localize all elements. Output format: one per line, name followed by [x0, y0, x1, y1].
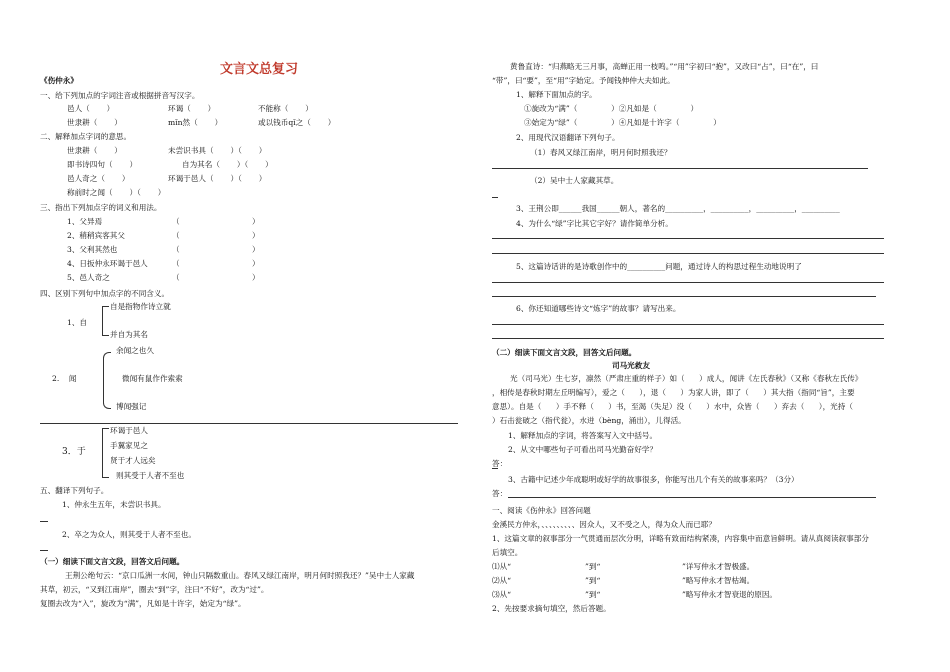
q4-label: 2. 闻	[52, 374, 77, 383]
passage-text: 黄鲁直诗：“归燕略无三月事，高蝉正用一枝鸣。”“用”字初曰“抱”，又改曰“占”，曰“在”，曰	[510, 62, 819, 71]
q2-prompt: 二、解释加点字词的意思。	[40, 132, 132, 141]
q4-item: 微闻有鼠作作索索	[122, 374, 183, 383]
q5-sentence: 1、仲永生五年，未尝识书具。	[62, 500, 166, 509]
question: 3、王荆公即______我国______朝人，著名的__________，__________，__________，__________	[516, 204, 840, 213]
q4-item: 手翼家见之	[110, 441, 148, 450]
question-item: ①旋改为“满”（ ）②凡如是（ ）	[524, 104, 699, 113]
q2-item: 称前时之闻（ ）（ ）	[67, 188, 166, 197]
passage-text: 光（司马光）生七岁，凛然（严肃庄重的样子）如（ ）成人，闻讲《左氏春秋》（又称《春秋左氏传》	[510, 374, 863, 383]
q3-item: 5、邑人奇之	[67, 273, 110, 282]
page-title: 文言文总复习	[220, 62, 299, 77]
passage-text: 金溪民方仲永，、、、、、、、、、因众人，又不受之人，得为众人而已耶？	[492, 520, 716, 529]
passage-text: 意思）。自是（ ）手不释（ ）书，至渴（失足）没（ ）水中，众皆（ ）弃去（ ），光持（	[492, 402, 853, 411]
q1-item: 世隶耕（ ）	[67, 118, 122, 127]
question: 2、从文中哪些句子可看出司马光勤奋好学？	[508, 445, 658, 454]
brace	[102, 306, 109, 336]
q3-item: 3、父利其然也	[67, 245, 118, 254]
q1-item: 不能称（ ）	[258, 104, 313, 113]
brace	[102, 428, 109, 478]
question: 2、先按要求摘句填空，然后答题。	[492, 604, 611, 613]
q3-blank: （ ）	[172, 217, 260, 226]
question: 5、这篇诗话讲的是诗歌创作中的__________问题，通过诗人的构思过程生动地说明了	[516, 262, 802, 271]
question: 6、你还知道哪些诗文“炼字”的故事？请写出来。	[516, 304, 681, 313]
q2-item: 未尝识书具（ ）（ ）	[168, 146, 267, 155]
q3-prompt: 三、指出下列加点字的词义和用法。	[40, 203, 162, 212]
passage-text: 王荆公绝句云：“京口瓜洲一水间，钟山只隔数重山。春风又绿江南岸，明月何时照我还？”吴中士人家藏	[65, 571, 415, 580]
section-heading: 一、阅读《伤仲永》回答问题	[492, 506, 591, 515]
answer-line	[40, 521, 48, 522]
passage-text: ）石击瓮破之（指代瓮），水迸（bèng，涌出），儿得活。	[492, 416, 686, 425]
q4-item: 并自为其名	[110, 330, 148, 339]
q3-blank: （ ）	[172, 259, 260, 268]
fill-row: ”略写仲永才智衰退的原因。	[682, 590, 778, 599]
q4-item: 自是指物作诗立就	[110, 302, 171, 311]
q3-item: 4、日扳仲永环谒于邑人	[67, 259, 148, 268]
fill-row: ”到“	[585, 562, 601, 571]
brace	[103, 352, 111, 409]
answer-line	[492, 468, 498, 469]
q3-blank: （ ）	[172, 245, 260, 254]
q3-blank: （ ）	[172, 231, 260, 240]
q1-item: mǐn然（ ）	[168, 118, 223, 127]
fill-row: ⑴从“	[492, 562, 512, 571]
q4-item: 环谒于邑人	[110, 426, 148, 435]
fill-row: ”到“	[585, 590, 601, 599]
q3-item: 2、稍稍宾客其父	[67, 231, 125, 240]
q2-item: 世隶耕（ ）	[67, 146, 122, 155]
question: 3、古籍中记述少年成聪明或好学的故事很多，你能写出几个有关的故事来吗？（3分）	[508, 475, 799, 484]
q1-item: 邑人（ ）	[67, 104, 115, 113]
answer-line	[492, 238, 884, 239]
divider	[40, 423, 458, 424]
fill-row: ⑶从“	[492, 590, 512, 599]
answer-label: 答：	[492, 489, 508, 498]
question: 1、解释下面加点的字。	[516, 90, 597, 99]
fill-row: ”略写仲永才智枯竭。	[682, 576, 755, 585]
question: 1、这篇文章的叙事部分一气贯通而层次分明，详略有致而结构紧凑，内容集中而意旨鲜明。请从真阅读叙事部分	[492, 534, 869, 543]
answer-line	[40, 550, 48, 551]
fill-row: ”到“	[585, 576, 601, 585]
question-item: （1）春风又绿江南岸，明月何时照我还？	[530, 148, 672, 157]
question-item: （2）吴中士人家藏其草。	[530, 176, 619, 185]
section-heading: （二）细读下面文言文段，回答文后问题。	[492, 348, 637, 357]
q4-item: 余闻之也久	[116, 346, 154, 355]
q2-item: 自为其名（ ）（ ）	[182, 160, 273, 169]
answer-line	[492, 324, 884, 325]
q3-item: 1、父异焉	[67, 217, 103, 226]
question: 1、解释加点的字词，将答案写入文中括号。	[508, 431, 658, 440]
answer-line	[492, 282, 884, 283]
answer-line	[492, 296, 876, 297]
q2-item: 邑人奇之（ ）	[67, 174, 130, 183]
q5-prompt: 五、翻译下列句子。	[40, 486, 109, 495]
passage-text: 其草，初云，“又到江南岸”，圈去“到”字，注曰“不好”，改为“过”。	[40, 585, 269, 594]
q4-label: 1、自	[67, 318, 88, 327]
q2-item: 环谒于邑人（ ）（ ）	[168, 174, 267, 183]
q4-item: 博闻强记	[116, 402, 147, 411]
q1-item: 环谒（ ）	[168, 104, 216, 113]
q4-item: 贤于才人远矣	[110, 456, 156, 465]
question: 后填空。	[492, 548, 523, 557]
answer-line	[508, 497, 876, 498]
question: 2、用现代汉语翻译下列句子。	[516, 133, 620, 142]
passage-text: 复圈去改为“入”，旋改为“满”，凡如是十许字，始定为“绿”。	[40, 599, 246, 608]
fill-row: ”详写仲永才智极盛。	[682, 562, 755, 571]
section-heading: 《伤仲永》	[40, 76, 78, 85]
fill-row: ⑵从“	[492, 576, 512, 585]
answer-line	[492, 197, 498, 198]
answer-line	[492, 168, 868, 169]
passage-title: 司马光救友	[612, 361, 650, 370]
q5-sentence: 2、卒之为众人，则其受于人者不至也。	[62, 530, 196, 539]
q3-blank: （ ）	[172, 273, 260, 282]
section-heading: （一）细读下面文言文段，回答文后问题。	[40, 557, 185, 566]
passage-text: ，相传是春秋时期左丘明编写），爱之（ ），退（ ）为家人讲，即了（ ）其大指（指同“旨”，主要	[492, 388, 855, 397]
answer-label: 答：	[492, 459, 508, 468]
q2-item: 即书诗四句（ ）	[67, 160, 138, 169]
q4-item: 则其受于人者不至也	[116, 471, 185, 480]
question: 4、为什么“绿”字比其它字好？请作简单分析。	[516, 219, 673, 228]
q1-item: 或以钱币qǐ之（ ）	[258, 118, 336, 127]
question-item: ③始定为“绿”（ ）④凡如是十许字（ ）	[524, 118, 721, 127]
q1-prompt: 一、给下列加点的字词注音或根据拼音写汉字。	[40, 91, 200, 100]
q4-label: 3．于	[62, 447, 86, 457]
answer-line	[492, 253, 884, 254]
passage-text: “带”，曰“要”，至“用”字始定。予闻钱伸仲大夫如此。	[492, 76, 675, 85]
answer-line	[492, 338, 884, 339]
q4-prompt: 四、区别下列句中加点字的不同含义。	[40, 289, 170, 298]
